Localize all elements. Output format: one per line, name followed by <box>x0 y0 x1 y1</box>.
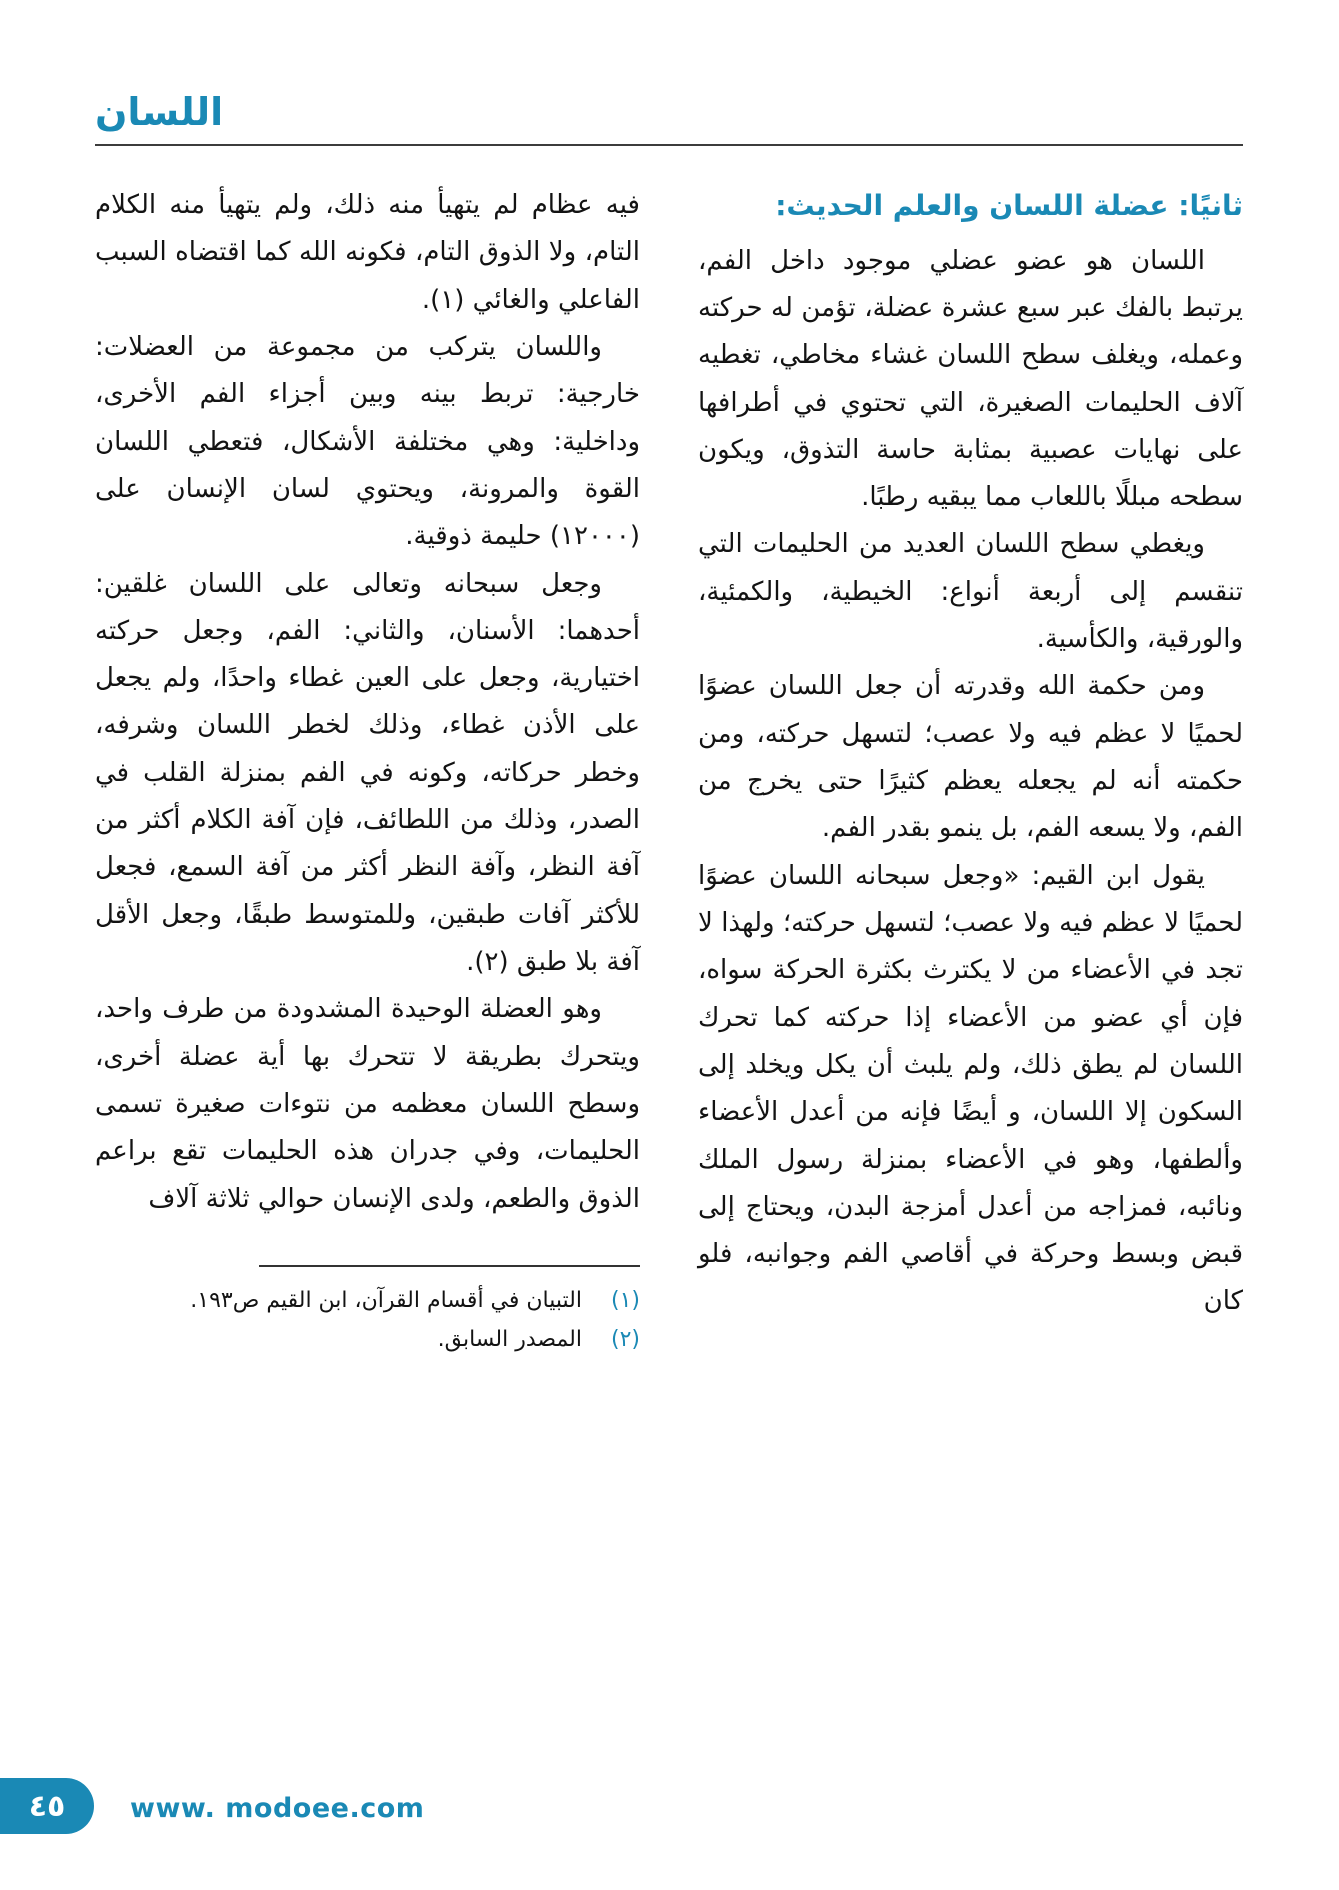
footnote-divider <box>259 1265 641 1267</box>
footnote <box>95 1320 640 1360</box>
paragraph: وهو العضلة الوحيدة المشدودة من طرف واحد، ويتحرك بطريقة لا تتحرك بها أية عضلة أخرى، وسطح اللسان معظمه من نتوءات صغيرة تسمى الحليمات، وفي جدران هذه الحليمات تقع براعم الذوق والطعم، ولدى الإنسان حوالي ثلاثة آلاف <box>95 994 640 1214</box>
page-number-badge: ٤٥ <box>0 1778 94 1834</box>
paragraph: ويغطي سطح اللسان العديد من الحليمات التي تنقسم إلى أربعة أنواع: الخيطية، والكمئية، والورقية، والكأسية. <box>698 529 1243 655</box>
footnote-block <box>95 1265 640 1360</box>
paragraph: واللسان يتركب من مجموعة من العضلات: خارجية: تربط بينه وبين أجزاء الفم الأخرى، وداخلية: وهي مختلفة الأشكال، فتعطي اللسان القوة والمرونة، ويحتوي لسان الإنسان على (١٢٠٠٠) حليمة ذوقية. <box>95 331 640 552</box>
column-right <box>698 182 1243 1360</box>
footnote-marker: (١) <box>610 1287 640 1313</box>
footnote-marker: (٢) <box>610 1327 640 1353</box>
section-heading: ثانيًا: عضلة اللسان والعلم الحديث: <box>775 189 1243 222</box>
footnote-text: المصدر السابق. <box>437 1327 582 1353</box>
footer-url: www. modoee.com <box>130 1793 425 1824</box>
column-left <box>95 182 640 1360</box>
paragraph: فيه عظام لم يتهيأ منه ذلك، ولم يتهيأ منه الكلام التام، ولا الذوق التام، فكونه الله كما اقتضاه السبب الفاعلي والغائي (١). <box>95 190 640 315</box>
page-header <box>95 92 1243 146</box>
paragraph: اللسان هو عضو عضلي موجود داخل الفم، يرتبط بالفك عبر سبع عشرة عضلة، تؤمن له حركته وعمله، ويغلف سطح اللسان غشاء مخاطي، تغطيه آلاف الحليمات الصغيرة، التي تحتوي في أطرافها على نهايات عصبية بمثابة حاسة التذوق، ويكون سطحه مبللًا باللعاب مما يبقيه رطبًا. <box>698 245 1243 513</box>
page-title: اللسان <box>95 90 224 134</box>
footnote <box>95 1281 640 1321</box>
paragraph: ومن حكمة الله وقدرته أن جعل اللسان عضوًا لحميًا لا عظم فيه ولا عصب؛ لتسهل حركته، ومن حكمته أنه لم يجعله يعظم كثيرًا حتى يخرج من الفم، ولا يسعه الفم، بل ينمو بقدر الفم. <box>698 671 1243 844</box>
paragraph: يقول ابن القيم: «وجعل سبحانه اللسان عضوًا لحميًا لا عظم فيه ولا عصب؛ لتسهل حركته؛ ولهذا لا تجد في الأعضاء من لا يكترث بكثرة الحركة سواه، فإن أي عضو من الأعضاء إذا حركته كما تحرك اللسان لم يطق ذلك، ولم يلبث أن يكل ويخلد إلى السكون إلا اللسان، و أيضًا فإنه من أعدل الأعضاء وألطفها، وهو في الأعضاء بمنزلة رسول الملك ونائبه، فمزاجه من أعدل أمزجة البدن، ويحتاج إلى قبض وبسط وحركة في أقاصي الفم وجوانبه، فلو كان <box>698 860 1243 1317</box>
footnote-text: التبيان في أقسام القرآن، ابن القيم ص١٩٣. <box>190 1287 582 1313</box>
paragraph: وجعل سبحانه وتعالى على اللسان غلقين: أحدهما: الأسنان، والثاني: الفم، وجعل حركته اختيارية، وجعل على العين غطاء واحدًا، ولم يجعل على الأذن غطاء، وذلك لخطر اللسان وشرفه، وخطر حركاته، وكونه في الفم بمنزلة القلب في الصدر، وذلك من اللطائف، فإن آفة الكلام أكثر من آفة النظر، وآفة النظر أكثر من آفة السمع، فجعل للأكثر آفات طبقين، وللمتوسط طبقًا، وجعل الأقل آفة بلا طبق (٢). <box>95 568 640 977</box>
content-columns <box>95 182 1243 1360</box>
